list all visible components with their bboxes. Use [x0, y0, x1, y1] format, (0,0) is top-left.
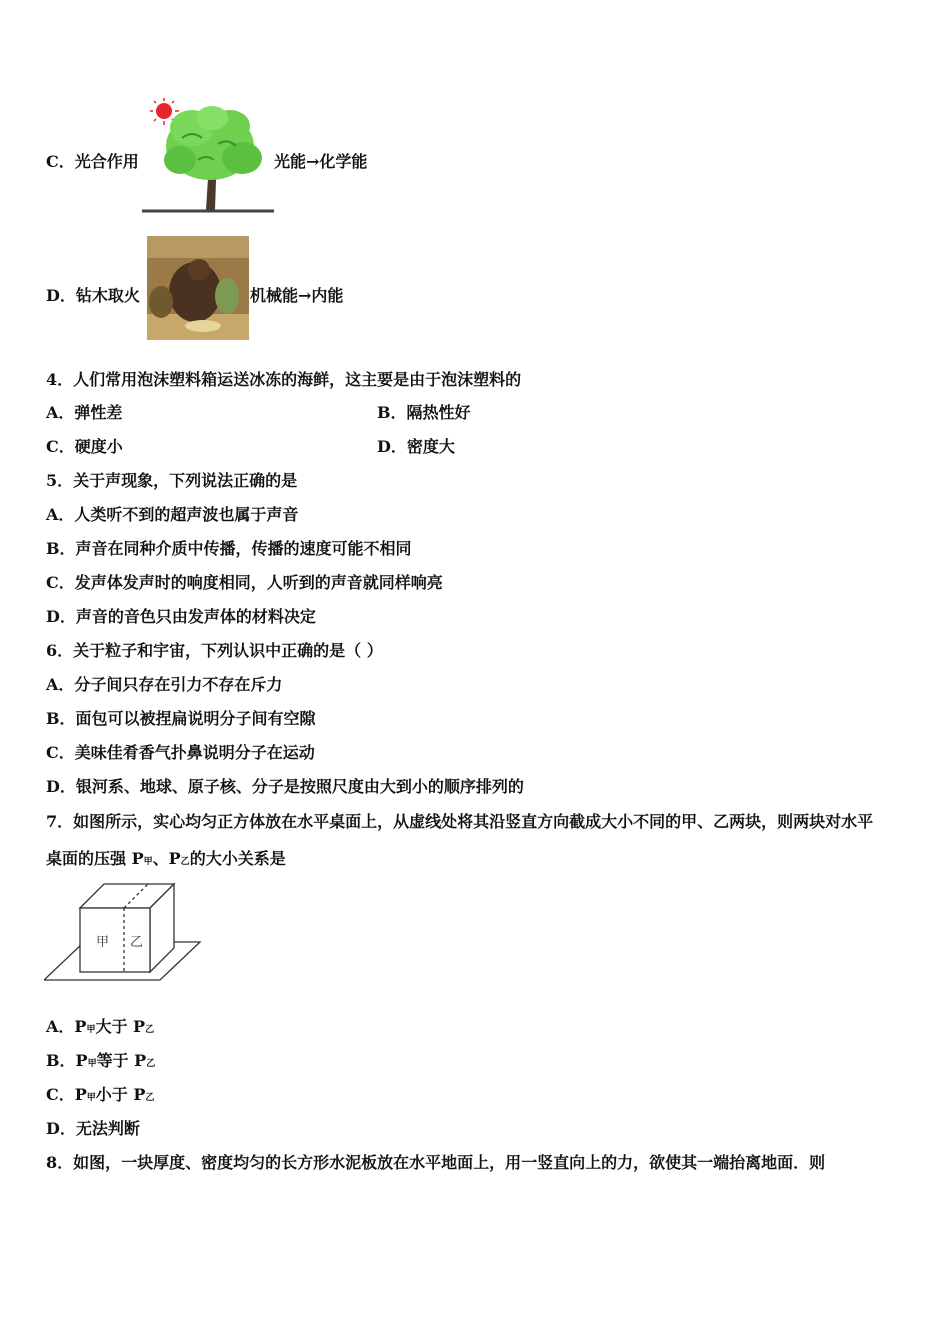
stem-text: 的大小关系是	[189, 849, 286, 868]
option-d-drill-fire: D．钻木取火	[46, 286, 140, 305]
question-6-option-c: C．美味佳肴香气扑鼻说明分子在运动	[46, 743, 315, 762]
option-text: 大于 P	[95, 1017, 146, 1036]
option-text: 小于 P	[95, 1085, 146, 1104]
question-7-option-a	[46, 1017, 154, 1040]
subscript-yi: 乙	[180, 857, 190, 867]
question-7-option-b	[46, 1051, 155, 1074]
question-6-stem: 6．关于粒子和宇宙，下列认识中正确的是（ ）	[46, 641, 383, 660]
question-5-option-b: B．声音在同种介质中传播，传播的速度可能不相同	[46, 539, 412, 558]
option-text: A．P	[46, 1017, 87, 1036]
tree-icon	[164, 106, 262, 210]
question-4-stem: 4．人们常用泡沫塑料箱运送冰冻的海鲜，这主要是由于泡沫塑料的	[46, 370, 522, 389]
question-4-option-a: A．弹性差	[46, 403, 123, 422]
option-c-photosynthesis: C．光合作用	[46, 152, 139, 171]
question-8-stem: 8．如图，一块厚度、密度均匀的长方形水泥板放在水平地面上，用一竖直向上的力，欲使其一端抬离地面．则	[46, 1153, 826, 1172]
question-4-option-b: B．隔热性好	[377, 403, 471, 422]
option-c-energy: 光能→化学能	[274, 152, 368, 171]
stem-text: 、P	[152, 849, 181, 868]
question-6-option-b: B．面包可以被捏扁说明分子间有空隙	[46, 709, 316, 728]
subscript-jia: 甲	[86, 1093, 96, 1103]
question-5-option-d: D．声音的音色只由发声体的材料决定	[46, 607, 316, 626]
drill-fire-photo	[147, 236, 249, 340]
question-7-stem-line1: 7．如图所示，实心均匀正方体放在水平桌面上，从虚线处将其沿竖直方向截成大小不同的甲、乙两块，则两块对水平	[46, 812, 874, 831]
label-yi: 乙	[130, 935, 144, 950]
option-text: C．P	[46, 1085, 87, 1104]
question-7-option-d: D．无法判断	[46, 1119, 140, 1138]
option-text: B．P	[46, 1051, 88, 1070]
question-4-option-d: D．密度大	[377, 437, 455, 456]
option-d-energy: 机械能→内能	[250, 286, 344, 305]
subscript-jia: 甲	[143, 857, 153, 867]
subscript-yi: 乙	[146, 1059, 156, 1069]
cube-on-table-diagram	[44, 880, 202, 986]
question-4-option-c: C．硬度小	[46, 437, 123, 456]
subscript-yi: 乙	[145, 1025, 155, 1035]
stem-text: 桌面的压强 P	[46, 849, 144, 868]
photosynthesis-tree-image	[142, 98, 276, 214]
question-5-option-c: C．发声体发声时的响度相同，人听到的声音就同样响亮	[46, 573, 443, 592]
subscript-jia: 甲	[87, 1059, 97, 1069]
subscript-yi: 乙	[145, 1093, 155, 1103]
question-6-option-d: D．银河系、地球、原子核、分子是按照尺度由大到小的顺序排列的	[46, 777, 524, 796]
subscript-jia: 甲	[86, 1025, 96, 1035]
option-text: 等于 P	[96, 1051, 147, 1070]
question-5-stem: 5．关于声现象，下列说法正确的是	[46, 471, 298, 490]
question-7-option-c	[46, 1085, 154, 1108]
question-6-option-a: A．分子间只存在引力不存在斥力	[46, 675, 283, 694]
question-7-stem-line2	[46, 849, 286, 872]
label-jia: 甲	[96, 935, 110, 950]
question-5-option-a: A．人类听不到的超声波也属于声音	[46, 505, 299, 524]
